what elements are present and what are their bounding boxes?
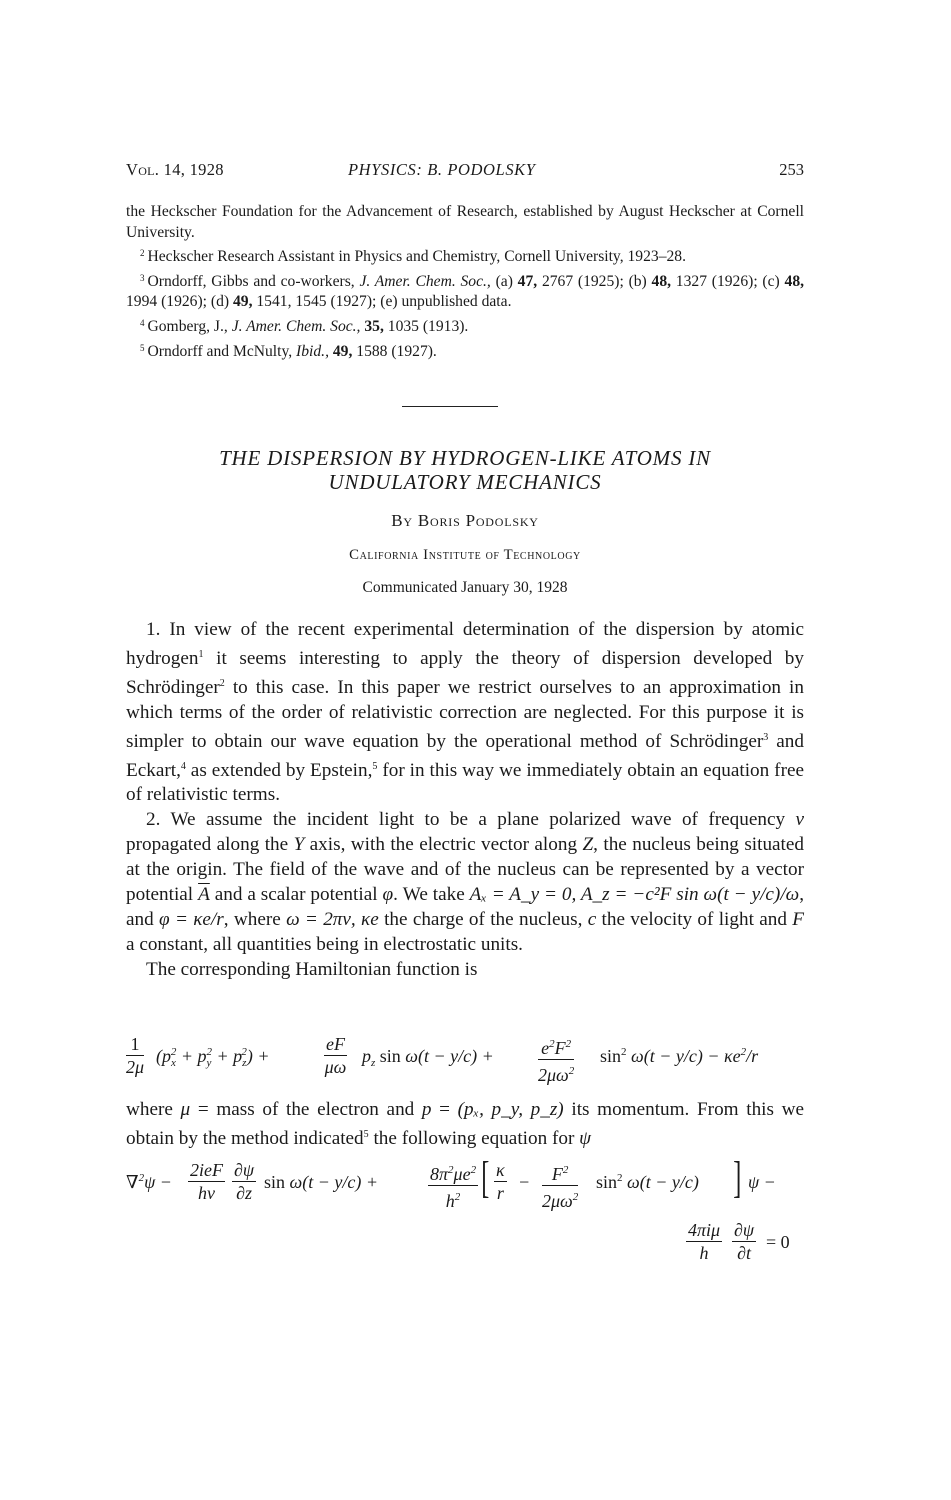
right-bracket: ] [733, 1153, 742, 1202]
paragraph-2: 2. We assume the incident light to be a plane polarized wave of frequency ν propagated along the Y axis, with the electric vector along Z, the nucleus being situated at the origin. The field of the wave and of the nucleus can be represented by a vector potential $\overline{A}$ and a scalar potential φ. We take Aₓ = A_y = 0, A_z = −c²F sin ω(t − y/c)/ω, and φ = κe/r, where ω = 2πν, κe the charge of the nucleus, c the velocity of light and F a constant, all quantities being in electrostatic units. [126, 809, 804, 955]
paragraph-4: where μ = mass of the electron and p = (pₓ, p_y, p_z) its momentum. From this we obtain by the method indicated$^5$ the following equation for ψ [126, 1099, 805, 1149]
fraction-2ieF-over-h-nu: 2ieF hν [190, 1160, 223, 1203]
paragraph-1: 1. In view of the recent experimental determination of the dispersion by atomic hydrogen$^1$ it seems interesting to apply the theory of dispersion developed by Schrödinger$^2$ to this case. In this paper we restrict ourselves to an approximation in which terms of the order of relativistic correction are neglected. For this purpose it is simpler to obtain our wave equation by the operational method of Schrödinger$^3$ and Eckart,$^4$ as extended by Epstein,$^5$ for in this way we immediately obtain an equation free of relativistic terms. [126, 619, 804, 806]
volume-year: Vol. 14, 1928 [126, 160, 224, 179]
author-byline: By Boris Podolsky [391, 511, 539, 530]
fraction-dpsi-dz: $\frac{\partial\psi}{\partial z}$ [234, 1160, 255, 1203]
footnote-5: $^5$ Orndorff and McNulty, Ibid., 49, 1588 (1927). [140, 342, 437, 360]
title-line-2: UNDULATORY MECHANICS [328, 470, 602, 494]
fraction-dpsi-dt: $\frac{\partial\psi}{\partial t}$ [734, 1220, 755, 1263]
page-number: 253 [779, 160, 804, 179]
section-divider [402, 406, 498, 407]
communicated-date: Communicated January 30, 1928 [362, 579, 568, 596]
left-bracket: [ [481, 1153, 490, 1202]
running-head [126, 160, 804, 184]
footnote-1-continued: the Heckscher Foundation for the Advancement of Research, established by August Heckscher at Cornell University. [126, 203, 804, 241]
wave-equation: ∇$^2$ψ − 2ieF hν $\frac{\partial\psi}{\partial z}$ sin ω(t − y/c) + $\frac{8\pi^2\mu e^2}{h^2}$ [ $\frac{\kappa}{r}$ − $\frac{F^2}{2\mu\omega^2}$ $\sin^2 \omega(t - y/c)$ ] ψ − 4πiμ h $\frac{\partial\psi}{\partial t}$ = 0 [126, 1153, 790, 1263]
fraction-e2F2-over-2mu-omega2: $\frac{e^2F^2}{2\mu\omega^2}$ [538, 1034, 574, 1085]
footnote-3: $^3$ Orndorff, Gibbs and co-workers, J. Amer. Chem. Soc., (a) 47, 2767 (1925); (b) 48, 1327 (1926); (c) 48, 1994 (1926); (d) 49, 1541, 1545 (1927); (e) unpublished data. [126, 272, 805, 311]
title-line-1: THE DISPERSION BY HYDROGEN-LIKE ATOMS IN [219, 446, 711, 470]
hamiltonian-equation: $\frac{1}{2\mu}$ $(p_x^2 + p_y^2 + p_z^2)$ + $\frac{eF}{\mu\omega}$ $p_z$ sin ω(t − y/c) + $\frac{e^2F^2}{2\mu\omega^2}$ $\sin^2 \omega(t - y/c) - \kappa e^2/r$ [126, 1034, 759, 1085]
article-body [126, 618, 804, 983]
footnote-4: $^4$ Gomberg, J., J. Amer. Chem. Soc., 35, 1035 (1913). [140, 317, 469, 335]
paragraph-3: The corresponding Hamiltonian function is [146, 958, 478, 980]
fraction-8pi2-mu-e2-over-h2: $\frac{8\pi^2\mu e^2}{h^2}$ [428, 1160, 478, 1211]
footnotes [126, 202, 804, 362]
fraction-F2-over-2mu-omega2: $\frac{F^2}{2\mu\omega^2}$ [542, 1160, 578, 1211]
fraction-1-over-2mu: $\frac{1}{2\mu}$ [126, 1034, 145, 1077]
fraction-kappa-over-r: $\frac{\kappa}{r}$ [496, 1160, 505, 1203]
footnote-2: $^2$ Heckscher Research Assistant in Physics and Chemistry, Cornell University, 1923–28. [140, 248, 686, 266]
fraction-eF-over-mu-omega: $\frac{eF}{\mu\omega}$ [324, 1034, 347, 1077]
running-title: PHYSICS: B. PODOLSKY [348, 160, 536, 179]
author-affiliation: California Institute of Technology [349, 547, 581, 563]
fraction-4pi-i-mu-over-h: 4πiμ h [688, 1220, 721, 1263]
article-body-continued [126, 1098, 804, 1152]
article-title [126, 446, 804, 494]
